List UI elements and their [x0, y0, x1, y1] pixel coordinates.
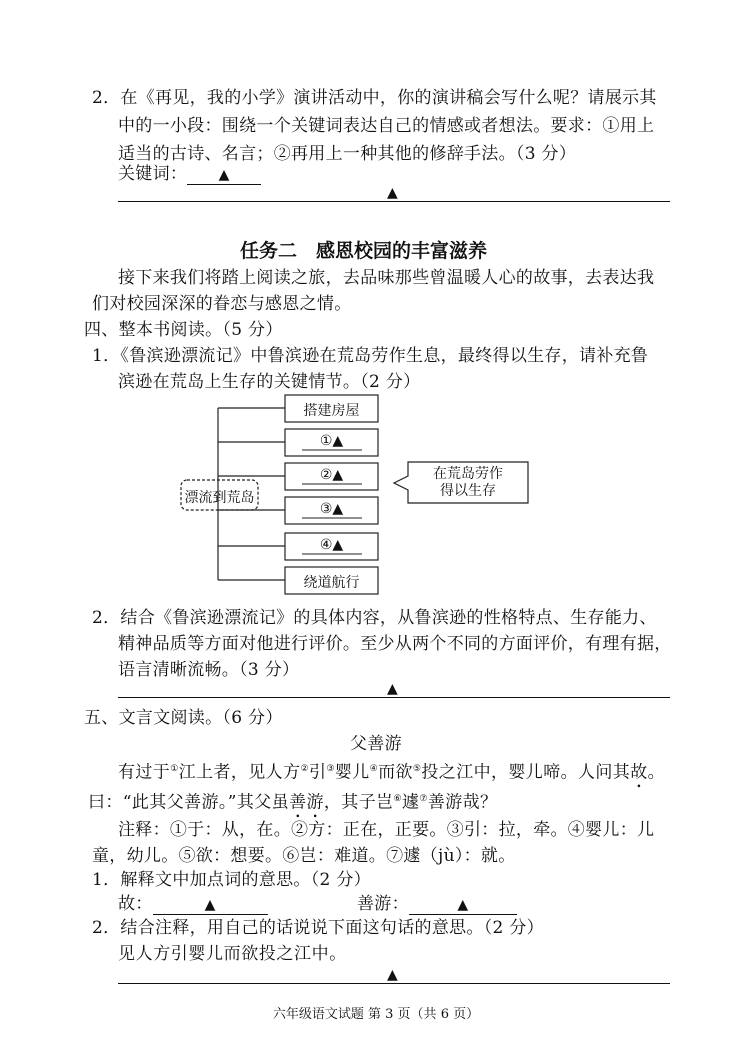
section4-heading: 四、整本书阅读。（5 分） — [84, 320, 283, 340]
classical-text-line2: 曰：“此其父善游。”其父虽善游，其子岂⑥遽⑦善游哉？ — [88, 792, 498, 813]
s4-q1-line1: 1．《鲁滨逊漂流记》中鲁滨逊在荒岛劳作生息，最终得以生存，请补充鲁 — [92, 346, 649, 366]
notes-line1: 注释：①于：从，在。②方：正在，正要。③引：拉，牵。④婴儿：儿 — [118, 820, 655, 840]
answer-marker: ▲ — [387, 967, 398, 983]
s5-q1-a-blank[interactable]: ▲ — [153, 896, 268, 915]
keyword-blank[interactable]: ▲ — [187, 166, 261, 185]
s4-q1-line2: 滨逊在荒岛上生存的关键情节。（2 分） — [118, 372, 421, 392]
answer-marker: ▲ — [387, 185, 398, 201]
page-footer: 六年级语文试题 第 3 页（共 6 页） — [272, 1007, 480, 1022]
s5-q1: 1．解释文中加点词的意思。（2 分） — [92, 870, 371, 890]
s4-q2-line1: 2．结合《鲁滨逊漂流记》的具体内容，从鲁滨逊的性格特点、生存能力、 — [92, 608, 657, 628]
section5-heading: 五、文言文阅读。（6 分） — [84, 708, 283, 728]
poem-title: 父善游 — [350, 734, 402, 754]
diagram-end-line1: 在荒岛劳作 — [433, 466, 503, 482]
s4-q2-line2: 精神品质等方面对他进行评价。至少从两个不同的方面评价，有理有据， — [118, 634, 672, 654]
prev-q2-line3: 适当的古诗、名言；②再用上一种其他的修辞手法。（3 分） — [118, 144, 577, 164]
diagram-step-2-blank[interactable]: ①▲ — [319, 433, 344, 449]
keyword-label: 关键词： — [118, 164, 188, 184]
task2-title: 任务二 感恩校园的丰富滋养 — [240, 240, 488, 262]
task2-intro-line1: 接下来我们将踏上阅读之旅，去品味那些曾温暖人心的故事，去表达我 — [118, 268, 655, 288]
classical-text-line1: 有过于①江上者，见人方②引③婴儿④而欲⑤投之江中，婴儿啼。人问其故。 — [118, 762, 666, 783]
diagram-end-line2: 得以生存 — [440, 483, 496, 499]
prev-q2-line2: 中的一小段：围绕一个关键词表达自己的情感或者想法。要求：①用上 — [118, 116, 655, 136]
diagram-step-4-blank[interactable]: ③▲ — [319, 501, 344, 517]
answer-marker: ▲ — [387, 681, 398, 697]
diagram-step-6: 绕道航行 — [303, 575, 360, 591]
task2-intro-line2: 们对校园深深的眷恋与感恩之情。 — [92, 294, 352, 314]
answer-line[interactable] — [118, 983, 670, 984]
s5-q1-a-label: 故： — [118, 894, 153, 914]
diagram-end-node — [410, 466, 526, 500]
notes-line2: 童，幼儿。⑤欲：想要。⑥岂：难道。⑦遽（jù）：就。 — [92, 846, 516, 866]
s5-q2-sentence: 见人方引婴儿而欲投之江中。 — [118, 944, 347, 964]
s5-q1-b-label: 善游： — [357, 894, 409, 914]
diagram-start-node: 漂流到荒岛 — [184, 490, 255, 506]
s5-q2: 2．结合注释，用自己的话说说下面这句话的意思。（2 分） — [92, 918, 544, 938]
prev-q2-line1: 2．在《再见，我的小学》演讲活动中，你的演讲稿会写什么呢？请展示其 — [92, 88, 657, 108]
diagram-step-5-blank[interactable]: ④▲ — [319, 537, 344, 553]
s4-q2-line3: 语言清晰流畅。（3 分） — [118, 660, 300, 680]
diagram-step-1: 搭建房屋 — [303, 403, 360, 419]
answer-line[interactable] — [118, 697, 670, 698]
s5-q1-b-blank[interactable]: ▲ — [409, 896, 517, 915]
diagram-step-3-blank[interactable]: ②▲ — [319, 467, 344, 483]
